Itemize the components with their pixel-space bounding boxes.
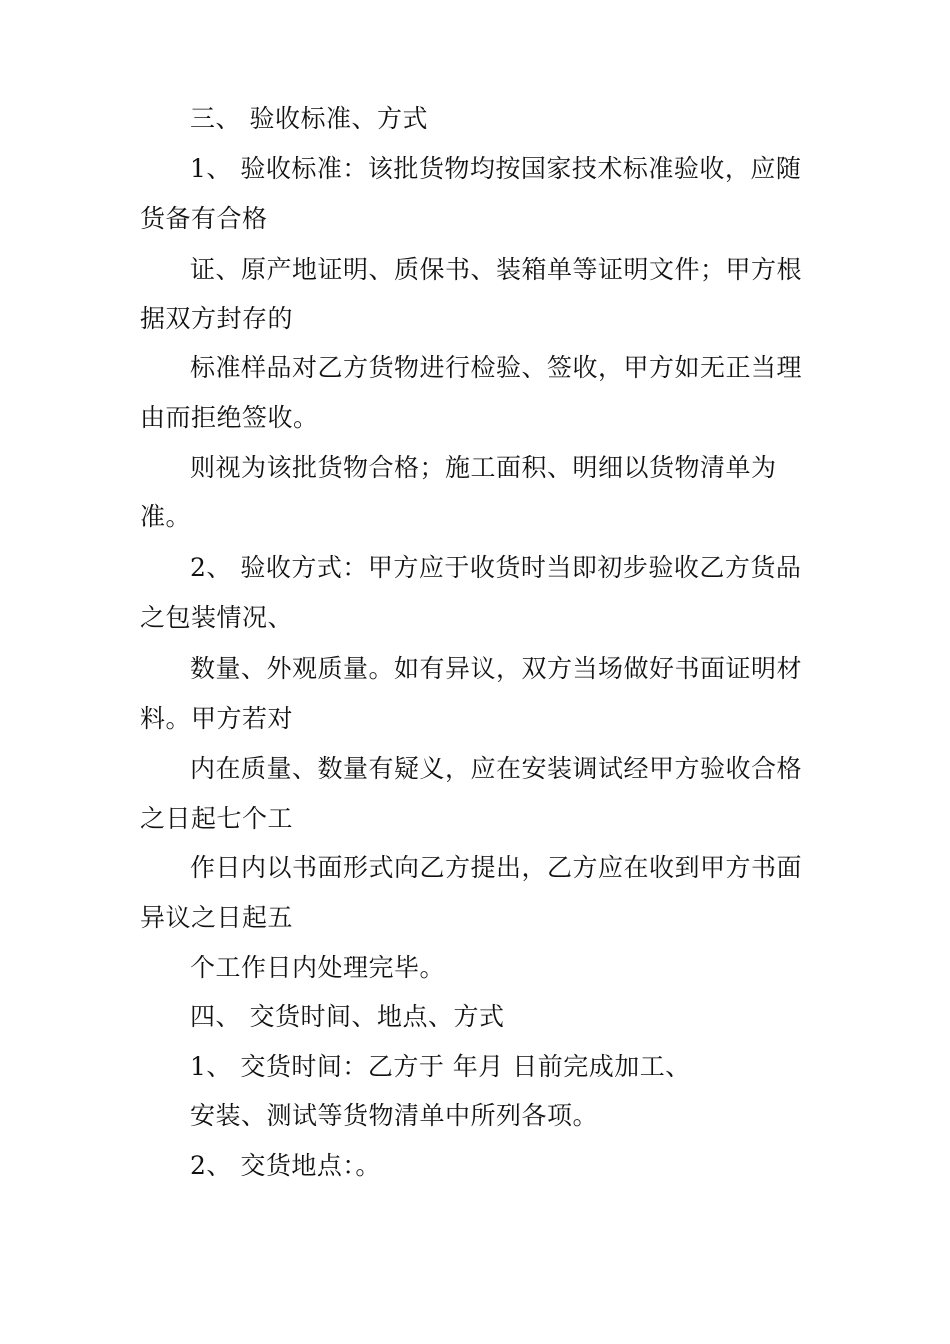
paragraph-line: 由而拒绝签收。 [140,403,319,432]
paragraph-line: 2、 交货地点：。 [190,1151,381,1180]
paragraph-line: 个工作日内处理完毕。 [190,953,446,982]
paragraph-line: 之日起七个工 [140,804,294,833]
paragraph-line: 料。甲方若对 [140,704,294,733]
paragraph-line: 准。 [140,502,192,531]
paragraph-line: 之包装情况、 [140,603,294,632]
paragraph-line: 1、 验收标准：该批货物均按国家技术标准验收，应随 [190,154,802,183]
paragraph-line: 内在质量、数量有疑义，应在安装调试经甲方验收合格 [190,754,803,783]
paragraph-line: 1、 交货时间：乙方于 年月 日前完成加工、 [190,1052,691,1081]
paragraph-line: 作日内以书面形式向乙方提出，乙方应在收到甲方书面 [190,853,803,882]
section-heading-acceptance: 三、 验收标准、方式 [190,104,428,133]
paragraph-line: 2、 验收方式：甲方应于收货时当即初步验收乙方货品 [190,553,802,582]
section-heading-delivery: 四、 交货时间、地点、方式 [190,1002,505,1031]
paragraph-line: 证、原产地证明、质保书、装箱单等证明文件；甲方根 [190,255,803,284]
paragraph-line: 数量、外观质量。如有异议，双方当场做好书面证明材 [190,654,803,683]
paragraph-line: 则视为该批货物合格；施工面积、明细以货物清单为 [190,453,777,482]
paragraph-line: 异议之日起五 [140,903,294,932]
paragraph-line: 货备有合格 [140,204,268,233]
paragraph-line: 安装、测试等货物清单中所列各项。 [190,1101,599,1130]
paragraph-line: 据双方封存的 [140,304,294,333]
paragraph-line: 标准样品对乙方货物进行检验、签收，甲方如无正当理 [190,353,803,382]
